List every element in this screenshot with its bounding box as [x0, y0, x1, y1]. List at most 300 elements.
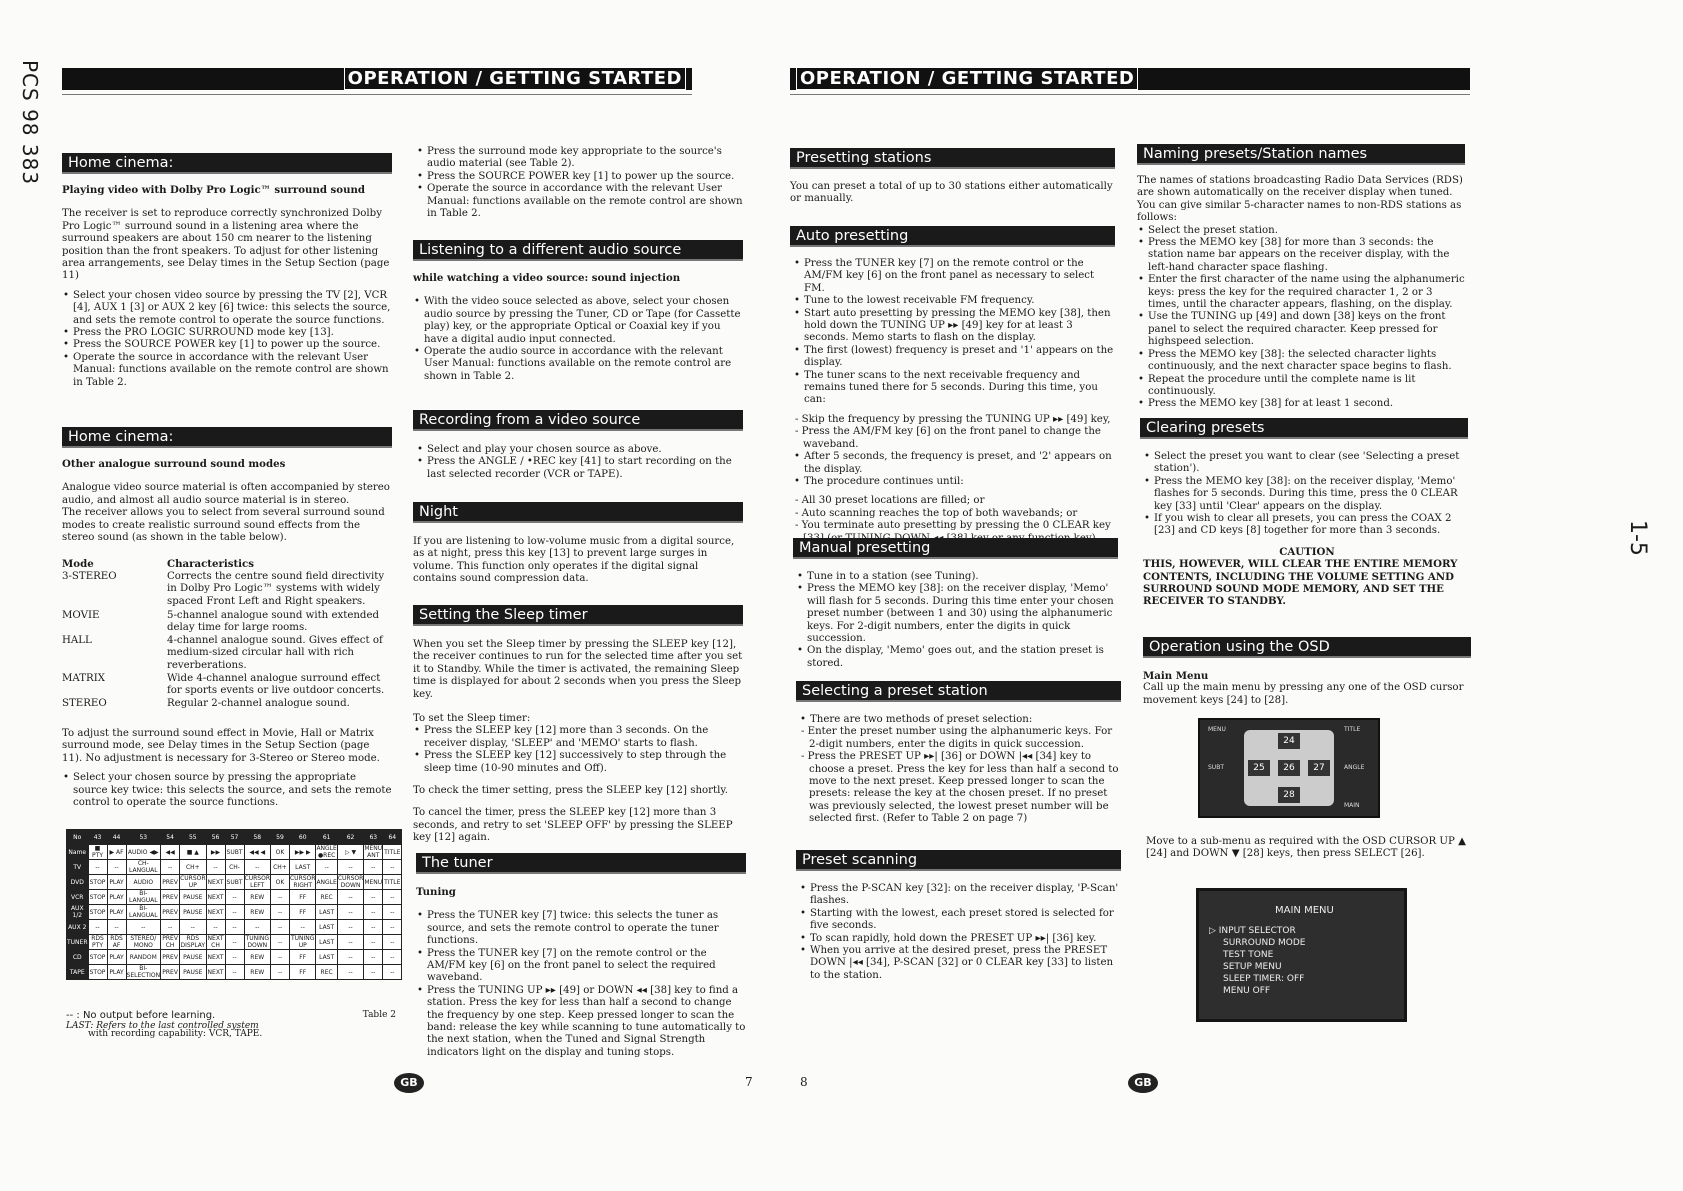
- table-cell: --: [364, 950, 383, 965]
- table-row: [67, 860, 402, 875]
- list-item: • Tune to the lowest receivable FM frequency.: [804, 295, 1118, 307]
- table-cell: --: [383, 860, 402, 875]
- table-cell: CURSOR LEFT: [244, 875, 270, 889]
- table-cell: --: [337, 920, 363, 935]
- table-row: [67, 830, 402, 845]
- table-cell: ▶▶: [206, 845, 225, 860]
- list-item: • If you wish to clear all presets, you can press the COAX 2 [23] and CD keys [8] together for more than 3 seconds.: [1154, 513, 1471, 538]
- table-cell: STOP: [88, 965, 107, 980]
- table-cell: 54: [161, 830, 180, 845]
- table-cell: AUDIO: [126, 875, 161, 890]
- column-listening: [413, 272, 743, 390]
- table-row-header: AUX 2: [67, 920, 89, 935]
- table-row: [67, 935, 402, 950]
- table-cell: --: [337, 905, 363, 920]
- column-source-steps: [416, 146, 746, 227]
- table-cell: SUBT: [225, 875, 244, 890]
- table-row-header: VCR: [67, 890, 89, 905]
- list-item: • Press the SOURCE POWER key [1] to power up the source.: [73, 339, 392, 351]
- paragraph: To cancel the timer, press the SLEEP key [12] more than 3 seconds, and retry to set 'SLEEP OFF' by pressing the SLEEP key [12] again.: [413, 807, 733, 844]
- table-cell: PAUSE: [180, 890, 206, 905]
- table-cell: --: [225, 965, 244, 980]
- table-note: -- : No output before learning.: [66, 1010, 216, 1021]
- table-cell: TUNING DOWN: [245, 935, 269, 949]
- table-cell: --: [364, 920, 383, 935]
- section-sleep-timer: Setting the Sleep timer: [413, 605, 743, 626]
- paragraph: You can preset a total of up to 30 stations either automatically or manually.: [790, 181, 1113, 205]
- remote-button-label: ANGLE: [1344, 764, 1365, 771]
- mode-name: MATRIX: [62, 673, 105, 684]
- table-cell: FF: [289, 905, 315, 920]
- table-cell: --: [244, 920, 270, 935]
- table-cell: REW: [244, 965, 270, 980]
- header-title-left: OPERATION / GETTING STARTED: [344, 67, 686, 90]
- section-manual-presetting: Manual presetting: [793, 538, 1118, 559]
- section-selecting-preset: Selecting a preset station: [796, 681, 1121, 702]
- table-row-header: CD: [67, 950, 89, 965]
- table-cell: NEXT: [206, 875, 225, 890]
- table-cell: --: [88, 860, 107, 875]
- table-cell: OK: [270, 845, 289, 860]
- table-cell: TUNING UP: [290, 935, 315, 949]
- osd-menu-item: ▷ INPUT SELECTOR: [1209, 926, 1296, 936]
- paragraph: When you set the Sleep timer by pressing the SLEEP key [12], the receiver continues to run for the selected time after you set it to Standby. While the timer is activated, the remaining Sleep time is displayed for about 2 seconds when you press the Sleep key.: [413, 639, 743, 700]
- caution-text: THIS, HOWEVER, WILL CLEAR THE ENTIRE MEMORY CONTENTS, INCLUDING THE VOLUME SETTING AND SURROUND SOUND MODE MEMORY, AND SET THE RECEIVER TO STANDBY.: [1143, 558, 1458, 608]
- remote-button-label: MAIN: [1344, 802, 1360, 809]
- table-cell: --: [225, 920, 244, 935]
- table-cell: ▶▶ ▶: [289, 845, 315, 860]
- remote-function-table: [66, 829, 402, 980]
- list-item: • The first (lowest) frequency is preset and '1' appears on the display.: [804, 345, 1118, 370]
- list-item: • The tuner scans to the next receivable frequency and remains tuned there for 5 seconds. During this time, you can:: [804, 370, 1118, 407]
- table-cell: STOP: [88, 890, 107, 905]
- table-cell: PREV: [161, 965, 180, 980]
- surround-modes-table: [62, 558, 392, 718]
- table-cell: 62: [337, 830, 363, 845]
- list-item: • Select your chosen video source by pressing the TV [2], VCR [4], AUX 1 [3] or AUX 2 key [6] twice: this selects the source, and sets the remote control to operate the source functions.: [73, 290, 392, 327]
- table-cell: MENU: [364, 875, 383, 890]
- list-item: • Starting with the lowest, each preset stored is selected for five seconds.: [810, 908, 1124, 933]
- column-selecting-preset: [799, 714, 1124, 826]
- table-cell: 60: [289, 830, 315, 845]
- table-cell: --: [364, 935, 383, 950]
- table-cell: NEXT CH: [207, 935, 224, 949]
- list-item: • Press the TUNER key [7] on the remote control or the AM/FM key [6] on the front panel to select the required waveband.: [427, 948, 746, 985]
- table-cell: --: [88, 920, 107, 935]
- osd-menu-item: TEST TONE: [1223, 950, 1274, 960]
- subheading-pro-logic: Playing video with Dolby Pro Logic™ surround sound: [62, 184, 366, 196]
- table-cell: NEXT: [206, 905, 225, 920]
- table-cell: ▶ AF: [107, 845, 126, 860]
- table-cell: NEXT: [206, 950, 225, 965]
- table-cell: --: [364, 905, 383, 920]
- osd-menu-item: MENU OFF: [1223, 986, 1271, 996]
- table-cell: TITLE: [383, 845, 402, 860]
- table-cell: STOP: [88, 905, 107, 920]
- table-cell: OK: [270, 875, 289, 890]
- table-cell: PLAY: [107, 905, 126, 920]
- section-home-cinema-1: Home cinema:: [62, 153, 392, 174]
- list-item: • Press the MEMO key [38] for at least 1 second.: [1148, 398, 1467, 410]
- section-tuner: The tuner: [416, 853, 746, 874]
- table-cell: --: [206, 860, 225, 875]
- list-item: • When you arrive at the desired preset, press the PRESET DOWN |◂◂ [34], P-SCAN [32] or 0 CLEAR key [33] to listen to the station.: [810, 945, 1124, 982]
- table-cell: --: [206, 920, 225, 935]
- table-cell: 61: [316, 830, 337, 845]
- table-cell: --: [383, 965, 402, 980]
- table-cell: FF: [289, 890, 315, 905]
- column-auto-presetting: [793, 258, 1118, 545]
- list-item: • Select your chosen source by pressing the appropriate source key twice: this selects the source, and sets the remote control to operate the source functions.: [73, 772, 392, 809]
- mode-characteristic: 5-channel analogue sound with extended delay time for large rooms.: [167, 610, 380, 634]
- table-cell: STOP: [88, 950, 107, 965]
- list-item: • Tune in to a station (see Tuning).: [807, 571, 1121, 583]
- list-item: • The procedure continues until:: [804, 476, 1118, 488]
- mode-name: HALL: [62, 635, 92, 646]
- list-item: • Repeat the procedure until the complete name is lit continuously.: [1148, 374, 1467, 399]
- table-cell: ◀◀ ◀: [244, 845, 270, 860]
- language-badge-left: GB: [394, 1073, 424, 1093]
- table-cell: --: [270, 950, 289, 965]
- section-naming-presets: Naming presets/Station names: [1137, 144, 1465, 165]
- table-cell: --: [337, 860, 363, 875]
- column-osd-submenu: [1146, 836, 1471, 868]
- list-item: • Select the preset station.: [1148, 225, 1467, 237]
- table-cell: --: [270, 890, 289, 905]
- table-cell: NEXT: [206, 890, 225, 905]
- table-cell: 43: [88, 830, 107, 845]
- remote-key-select: 26: [1278, 760, 1300, 776]
- table-row-header: TAPE: [67, 965, 89, 980]
- table-cell: --: [337, 935, 363, 950]
- paragraph: To set the Sleep timer:: [413, 713, 531, 725]
- mode-name: MOVIE: [62, 610, 100, 621]
- table-cell: --: [364, 860, 383, 875]
- table-cell: RANDOM: [126, 950, 161, 965]
- modes-header-characteristics: Characteristics: [167, 558, 254, 570]
- remote-cursor-pad: [1244, 730, 1334, 806]
- table-cell: AUDIO ◀▶: [126, 845, 161, 860]
- list-item: • Press the ANGLE / •REC key [41] to start recording on the last selected recorder (VCR or TAPE).: [427, 456, 746, 481]
- table-cell: ANGLE ●REC: [316, 845, 337, 859]
- page-number-left: 7: [745, 1075, 753, 1089]
- list-item: • Press the SLEEP key [12] more than 3 seconds. On the receiver display, 'SLEEP' and 'MEMO' starts to flash.: [424, 725, 743, 750]
- section-presetting: Presetting stations: [790, 148, 1115, 169]
- table-cell: --: [225, 905, 244, 920]
- language-badge-right: GB: [1128, 1073, 1158, 1093]
- table-cell: PREV: [161, 905, 180, 920]
- table-cell: BI-SELECTION: [126, 965, 161, 979]
- column-presetting: [790, 181, 1115, 213]
- table-row: [67, 920, 402, 935]
- table-cell: 56: [206, 830, 225, 845]
- table-note: with recording capability: VCR, TAPE.: [88, 1029, 263, 1039]
- table-cell: BI-LANGUAL: [126, 890, 161, 905]
- table-cell: RDS AF: [107, 935, 126, 950]
- table-row: [67, 890, 402, 905]
- paragraph: The names of stations broadcasting Radio Data Services (RDS) are shown automatically on the receiver display when tuned. You can give similar 5-character names to non-RDS stations as follows:: [1137, 175, 1463, 224]
- osd-menu-title: MAIN MENU: [1275, 905, 1334, 916]
- list-item: • Enter the first character of the name using the alphanumeric keys: press the key for the required character 1, 2 or 3 times, until the character appears, flashing, on the display.: [1148, 274, 1467, 311]
- list-item: • On the display, 'Memo' goes out, and the station preset is stored.: [807, 645, 1121, 670]
- list-item: • After 5 seconds, the frequency is preset, and '2' appears on the display.: [804, 451, 1118, 476]
- table-cell: --: [126, 920, 161, 935]
- header-bar-right: [790, 68, 1470, 90]
- list-item: • Press the P-SCAN key [32]: on the receiver display, 'P-Scan' flashes.: [810, 883, 1124, 908]
- mode-characteristic: Wide 4-channel analogue surround effect for sports events or live outdoor concerts.: [167, 673, 385, 697]
- table-cell: NEXT: [206, 965, 225, 980]
- table-cell: CH+: [180, 860, 206, 875]
- paragraph: Call up the main menu by pressing any one of the OSD cursor movement keys [24] to [28].: [1143, 682, 1464, 706]
- table-cell: --: [270, 935, 289, 950]
- table-cell: MENU ANT: [364, 845, 383, 859]
- table-cell: CH+: [270, 860, 289, 875]
- subheading-tuning: Tuning: [416, 886, 456, 898]
- table-cell: ■ PTY: [88, 845, 107, 860]
- table-row-header: Name: [67, 845, 89, 860]
- osd-menu-item: SLEEP TIMER: OFF: [1223, 974, 1305, 984]
- table-cell: 57: [225, 830, 244, 845]
- table-cell: 44: [107, 830, 126, 845]
- remote-key-left: 25: [1248, 760, 1270, 776]
- table-row: [67, 950, 402, 965]
- osd-menu-item: SETUP MENU: [1223, 962, 1282, 972]
- remote-button-label: SUBT: [1208, 764, 1224, 771]
- table-cell: --: [161, 860, 180, 875]
- osd-main-menu-illustration: [1196, 888, 1407, 1022]
- column-clearing-presets: [1143, 451, 1471, 608]
- remote-key-down: 28: [1278, 787, 1300, 803]
- table-row: [67, 845, 402, 860]
- table-cell: --: [337, 890, 363, 905]
- header-bar-left: [62, 68, 692, 90]
- table-caption: Table 2: [362, 1010, 396, 1020]
- table-cell: --: [161, 920, 180, 935]
- subheading-main-menu: Main Menu: [1143, 670, 1209, 682]
- table-cell: LAST: [316, 905, 337, 920]
- table-cell: PLAY: [107, 950, 126, 965]
- table-row: [67, 965, 402, 980]
- table-cell: --: [364, 965, 383, 980]
- side-page-number: 1-5: [1625, 520, 1650, 556]
- table-cell: REW: [244, 950, 270, 965]
- table-row: [67, 875, 402, 890]
- table-cell: PAUSE: [180, 950, 206, 965]
- table-cell: PLAY: [107, 965, 126, 980]
- list-subitem: - Auto scanning reaches the top of both wavebands; or: [795, 507, 1078, 519]
- table-cell: REW: [244, 905, 270, 920]
- caution-heading: CAUTION: [1279, 545, 1335, 558]
- list-item: • Select and play your chosen source as above.: [427, 444, 746, 456]
- remote-button-label: TITLE: [1344, 726, 1361, 733]
- table-cell: PLAY: [107, 890, 126, 905]
- table-cell: STOP: [88, 875, 107, 890]
- table-cell: ■ ▲: [180, 845, 206, 860]
- subheading-sound-injection: while watching a video source: sound injection: [413, 272, 681, 284]
- table-cell: PLAY: [107, 875, 126, 890]
- section-night: Night: [413, 502, 743, 523]
- table-cell: RDS DISPLAY: [180, 935, 206, 949]
- header-title-right: OPERATION / GETTING STARTED: [796, 67, 1138, 90]
- table-cell: ANGLE: [316, 875, 337, 890]
- column-home-cinema-2-end: [62, 728, 392, 816]
- table-cell: LAST: [289, 860, 315, 875]
- table-cell: 58: [244, 830, 270, 845]
- table-cell: SUBT: [225, 845, 244, 860]
- table-cell: --: [383, 920, 402, 935]
- section-preset-scanning: Preset scanning: [796, 850, 1121, 871]
- table-cell: BI-LANGUAL: [126, 905, 161, 920]
- table-note: LAST: Refers to the last controlled system: [66, 1021, 259, 1031]
- table-cell: --: [225, 950, 244, 965]
- table-cell: FF: [289, 965, 315, 980]
- table-cell: PREV: [161, 950, 180, 965]
- table-cell: --: [225, 935, 244, 950]
- column-manual-presetting: [796, 571, 1121, 677]
- mode-characteristic: Corrects the centre sound field directivity in Dolby Pro Logic™ systems with widely spaced Front Left and Right speakers.: [167, 571, 385, 607]
- table-cell: --: [316, 860, 337, 875]
- mode-characteristic: Regular 2-channel analogue sound.: [167, 698, 350, 709]
- table-cell: CH- LANGUAL: [126, 860, 161, 875]
- table-cell: CURSOR UP: [180, 875, 206, 889]
- table-cell: --: [383, 905, 402, 920]
- column-recording: [416, 444, 746, 488]
- table-cell: PREV: [161, 890, 180, 905]
- list-item: • Press the SOURCE POWER key [1] to power up the source.: [427, 171, 746, 183]
- list-item: • Operate the source in accordance with the relevant User Manual: functions available on the remote control are shown in Table 2.: [427, 183, 746, 220]
- list-item: • Press the PRO LOGIC SURROUND mode key [13].: [73, 327, 392, 339]
- table-row-header: TUNER: [67, 935, 89, 950]
- table-cell: CURSOR DOWN: [337, 875, 364, 889]
- side-document-code: PCS 98 383: [18, 60, 42, 186]
- table-cell: --: [383, 890, 402, 905]
- table-cell: CURSOR RIGHT: [289, 875, 316, 889]
- table-cell: --: [225, 890, 244, 905]
- table-notes: [66, 1010, 396, 1040]
- list-item: • Press the MEMO key [38]: the selected character lights continuously, and the next character space begins to flash.: [1148, 349, 1467, 374]
- subheading-analogue-modes: Other analogue surround sound modes: [62, 458, 286, 470]
- paragraph: To adjust the surround sound effect in Movie, Hall or Matrix surround mode, see Delay times in the Setup Section (page 11). No adjustment is necessary for 3-Stereo or Stereo mode.: [62, 728, 380, 764]
- section-home-cinema-2: Home cinema:: [62, 427, 392, 448]
- paragraph: If you are listening to low-volume music from a digital source, as at night, press this key [13] to prevent large surges in volume. This function only operates if the digital signal contains sound compression data.: [413, 536, 735, 585]
- column-preset-scanning: [799, 883, 1124, 989]
- osd-menu-item: SURROUND MODE: [1223, 938, 1306, 948]
- table-cell: PREV CH: [162, 935, 178, 949]
- table-cell: 53: [126, 830, 161, 845]
- header-rule-left: [62, 94, 692, 95]
- table-cell: PAUSE: [180, 905, 206, 920]
- list-subitem: - All 30 preset locations are filled; or: [795, 495, 985, 507]
- osd-menu-items: [1209, 925, 1389, 997]
- table-cell: 55: [180, 830, 206, 845]
- paragraph-pro-logic: The receiver is set to reproduce correctly synchronized Dolby Pro Logic™ surround sound in a listening area where the surround speakers are about 150 cm nearer to the listening position than the front speakers. To adjust for other listening area arrangements, see Delay times in the Setup Section (page 11): [62, 208, 390, 282]
- list-item: • Press the MEMO key [38]: on the receiver display, 'Memo' will flash for 5 seconds. During this time enter your chosen preset number (between 1 and 30) using the alphanumeric keys. For 2-digit numbers, enter the digits in quick succession.: [807, 583, 1121, 645]
- table-cell: --: [289, 920, 315, 935]
- table-cell: CH-: [225, 860, 244, 875]
- list-item: • Start auto presetting by pressing the MEMO key [38], then hold down the TUNING UP ▸▸ [49] key for at least 3 seconds. Memo starts to flash on the display.: [804, 308, 1118, 345]
- table-cell: LAST: [316, 950, 337, 965]
- table-cell: REW: [244, 890, 270, 905]
- table-cell: PREV: [161, 875, 180, 890]
- table-cell: LAST: [316, 935, 337, 950]
- table-cell: --: [244, 860, 270, 875]
- page-number-right: 8: [800, 1075, 808, 1089]
- mode-name: 3-STEREO: [62, 571, 117, 582]
- list-item: • Operate the source in accordance with the relevant User Manual: functions available on the remote control are shown in Table 2.: [73, 352, 392, 389]
- table-cell: --: [270, 905, 289, 920]
- list-subitem: - Press the PRESET UP ▸▸| [36] or DOWN |◂◂ [34] key to choose a preset. Press the key for less than half a second to move to the next preset. Keep pressed longer to scan the presets: release the key at the chosen preset. If no preset was previously selected, the lowest preset number will be selected first. (Refer to Table 2 on page 7): [801, 751, 1119, 825]
- remote-key-right: 27: [1308, 760, 1330, 776]
- table-2: [66, 829, 402, 980]
- paragraph: The receiver allows you to select from several surround sound modes to create realistic surround sound effects from the stereo sound (as shown in the table below).: [62, 507, 385, 544]
- table-cell: --: [107, 860, 126, 875]
- mode-characteristic: 4-channel analogue sound. Gives effect of medium-sized circular hall with rich reverberations.: [167, 635, 383, 671]
- modes-header-mode: Mode: [62, 558, 94, 570]
- list-subitem: - Press the AM/FM key [6] on the front panel to change the waveband.: [795, 426, 1101, 450]
- column-sleep-timer: [413, 639, 743, 852]
- list-subitem: - Enter the preset number using the alphanumeric keys. For 2-digit numbers, enter the digits in quick succession.: [801, 726, 1113, 750]
- header-rule-right: [790, 94, 1470, 95]
- column-tuner: [416, 886, 746, 1066]
- column-naming-presets: [1137, 175, 1467, 418]
- table-row-header: No: [67, 830, 89, 845]
- section-clearing-presets: Clearing presets: [1140, 418, 1468, 439]
- column-home-cinema-2: [62, 458, 392, 551]
- section-listening: Listening to a different audio source: [413, 240, 743, 261]
- list-item: • Use the TUNING up [49] and down [38] keys on the front panel to select the required character. Keep pressed for highspeed selection.: [1148, 311, 1467, 348]
- table-cell: 63: [364, 830, 383, 845]
- list-item: • Press the SLEEP key [12] successively to step through the sleep time (10-90 minutes and Off).: [424, 750, 743, 775]
- list-item: • Operate the audio source in accordance with the relevant User Manual: functions available on the remote control are shown in Table 2.: [424, 346, 743, 383]
- column-home-cinema-1: [62, 184, 392, 396]
- list-item: • To scan rapidly, hold down the PRESET UP ▸▸| [36] key.: [810, 933, 1124, 945]
- table-row: [67, 905, 402, 920]
- table-row-header: AUX 1/2: [67, 905, 89, 920]
- list-item: • Press the surround mode key appropriate to the source's audio material (see Table 2).: [427, 146, 746, 171]
- section-osd: Operation using the OSD: [1143, 637, 1471, 658]
- list-item: • Press the TUNING UP ▸▸ [49] or DOWN ◂◂ [38] key to find a station. Press the key for less than half a second to change the frequency by one step. Keep pressed longer to scan the band: release the key while scanning to tune automatically to the next station, when the Tuned and Signal Strength indicators light on the display and tuning stops.: [427, 985, 746, 1059]
- paragraph: Move to a sub-menu as required with the OSD CURSOR UP ▲ [24] and DOWN ▼ [28] keys, then press SELECT [26].: [1146, 836, 1466, 860]
- list-subitem: - You terminate auto presetting by pressing the 0 CLEAR key: [795, 520, 1111, 532]
- table-cell: TITLE: [383, 875, 402, 890]
- table-cell: 64: [383, 830, 402, 845]
- table-cell: --: [383, 935, 402, 950]
- table-cell: RDS PTY: [88, 935, 107, 950]
- table-row-header: DVD: [67, 875, 89, 890]
- list-item: • Select the preset you want to clear (see 'Selecting a preset station').: [1154, 451, 1471, 476]
- list-item: • Press the MEMO key [38] for more than 3 seconds: the station name bar appears on the receiver display, with the left-hand character space flashing.: [1148, 237, 1467, 274]
- section-auto-presetting: Auto presetting: [790, 226, 1115, 247]
- list-subitem: - Skip the frequency by pressing the TUNING UP ▸▸ [49] key,: [795, 413, 1111, 425]
- table-cell: --: [270, 965, 289, 980]
- paragraph: Analogue video source material is often accompanied by stereo audio, and almost all audio source material is in stereo.: [62, 482, 390, 506]
- table-cell: STEREO/ MONO: [126, 935, 161, 950]
- list-item: • Press the MEMO key [38]: on the receiver display, 'Memo' flashes for 5 seconds. During this time, press the 0 CLEAR key [33] until 'Clear' appears on the display.: [1154, 476, 1471, 513]
- list-item: • With the video souce selected as above, select your chosen audio source by pressing the Tuner, CD or Tape (for Cassette play) key, or the appropriate Optical or Coaxial key if you have a digital audio input connected.: [424, 296, 743, 346]
- list-item: • Press the TUNER key [7] on the remote control or the AM/FM key [6] on the front panel as necessary to select FM.: [804, 258, 1118, 295]
- list-item: • There are two methods of preset selection:: [810, 714, 1124, 726]
- table-cell: PAUSE: [180, 965, 206, 980]
- column-osd: [1143, 670, 1471, 707]
- table-cell: --: [107, 920, 126, 935]
- mode-name: STEREO: [62, 698, 107, 709]
- column-night: [413, 536, 743, 593]
- table-cell: --: [180, 920, 206, 935]
- table-cell: LAST: [316, 920, 337, 935]
- table-cell: 59: [270, 830, 289, 845]
- remote-control-illustration: [1198, 718, 1380, 818]
- table-row-header: TV: [67, 860, 89, 875]
